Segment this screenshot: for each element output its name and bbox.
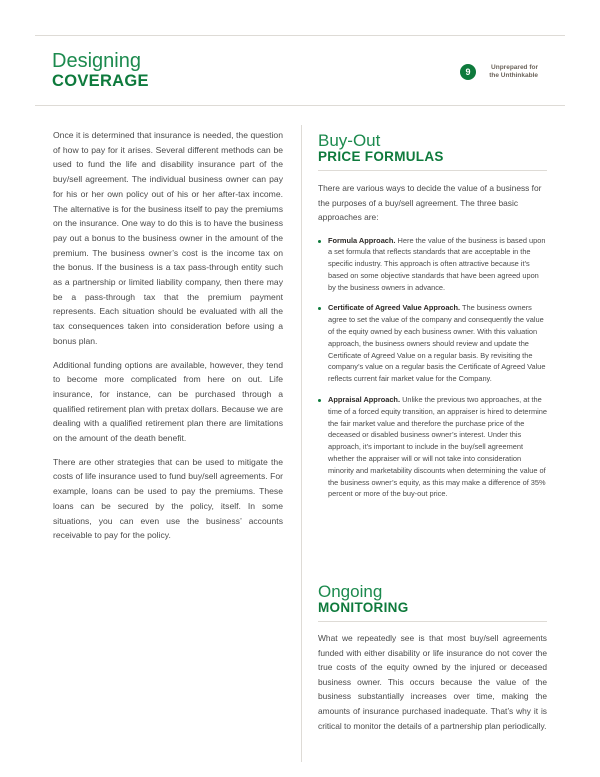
bullet-icon <box>318 399 321 402</box>
monitoring-heading-light: Ongoing <box>318 582 383 601</box>
buyout-intro: There are various ways to decide the value of a business for the purposes of a buy/sell agreement. The three basic approaches are: <box>318 183 542 222</box>
monitoring-section <box>318 583 547 733</box>
page-number-badge: 9 <box>460 64 476 80</box>
bullet-icon <box>318 240 321 243</box>
bullet-icon <box>318 307 321 310</box>
page-heading <box>52 51 149 91</box>
running-title-line2: the Unthinkable <box>489 72 538 79</box>
left-paragraph: Once it is determined that insurance is needed, the question of how to pay for it arises. Several different methods can be used to fund the life and disability insurance part of the buy/sell agreement. The individual business owner can pay for his or her own policy out of his or her after-tax income. The alternative is for the business itself to pay the premiums on the insurance. One way to do this is to have the business pay out a bonus to the business owner in the amount of the premium. The business owner’s cost is the income tax on the bonus. If the business is a tax pass-through entity such as a partnership or limited liability company, then there may be a pass-through tax that the premium payment represents. Each situation should be evaluated with all the tax consequences taken into consideration before using a bonus plan. <box>53 130 283 346</box>
buyout-heading-bold: PRICE FORMULAS <box>318 149 444 164</box>
page-heading-light: Designing <box>52 50 141 72</box>
monitoring-paragraph: What we repeatedly see is that most buy/sell agreements funded with either disability or life insurance do not cover the true costs of the equity owned by the injured or deceased business owner. This occurs because the value of the business substantially increases over time, making the amounts of insurance purchased inadequate. That’s why it is critical to monitor the details of a partnership plan periodically. <box>318 633 547 731</box>
approach-list <box>318 235 547 501</box>
approach-text: Unlike the previous two approaches, at the time of a forced equity transition, an appraiser is hired to determine the fair market value and therefore the purchase price of the deceased or disabled business owner’s interest. Under this approach, it’s important to include in the buy/sell agreement whether the appraiser will or will not take into consideration minority and marketability discounts when determining the value of the business owner’s equity, as this may make a difference of 35% percent or more of the buy-out price. <box>328 395 547 499</box>
running-title-line1: Unprepared for <box>491 64 538 71</box>
left-paragraph: There are other strategies that can be used to mitigate the costs of life insurance used to fund buy/sell agreements. For example, loans can be used to pay the premiums. These loans can be secured by the policy, itself. In some situations, you can even use the business’ accounts receivable to pay for the policy. <box>53 456 283 541</box>
buyout-heading-rule <box>318 170 547 171</box>
approach-item <box>318 235 547 294</box>
approach-item <box>318 394 547 500</box>
header-bottom-rule <box>35 105 565 106</box>
monitoring-heading <box>318 583 547 616</box>
buyout-section <box>318 132 547 509</box>
page-heading-bold: COVERAGE <box>52 72 149 90</box>
buyout-heading-light: Buy-Out <box>318 131 381 150</box>
monitoring-heading-rule <box>318 621 547 622</box>
approach-label: Certificate of Agreed Value Approach. <box>328 303 461 313</box>
approach-label: Formula Approach. <box>328 235 396 245</box>
left-column <box>53 128 283 552</box>
approach-label: Appraisal Approach. <box>328 395 401 405</box>
header-top-rule <box>35 35 565 36</box>
buyout-heading <box>318 132 547 165</box>
approach-text: Here the value of the business is based upon a set formula that reflects standards that are acceptable in the specific industry. This approach is often attractive because it’s based on some objective standards that have been agreed upon by the business owners in advance. <box>328 235 546 292</box>
approach-text: The business owners agree to set the value of the company and consequently the value of the equity owned by each business owner. With this valuation approach, the business owners should review and update the Certificate of Agreed Value on a regular basis. By revisiting the company’s value on a regular basis the Certificate of Agreed Value reflects current fair market value for the Company. <box>328 303 546 384</box>
running-title <box>489 64 538 80</box>
approach-item <box>318 302 547 385</box>
monitoring-heading-bold: MONITORING <box>318 600 409 615</box>
column-divider <box>301 125 302 762</box>
left-paragraph: Additional funding options are available, however, they tend to become more complicated from here on out. Life insurance, for instance, can be purchased through a qualified retirement plan with pretax dollars. Because we are dealing with a qualified retirement plan there are limitations on the amount of the death benefit. <box>53 359 283 444</box>
